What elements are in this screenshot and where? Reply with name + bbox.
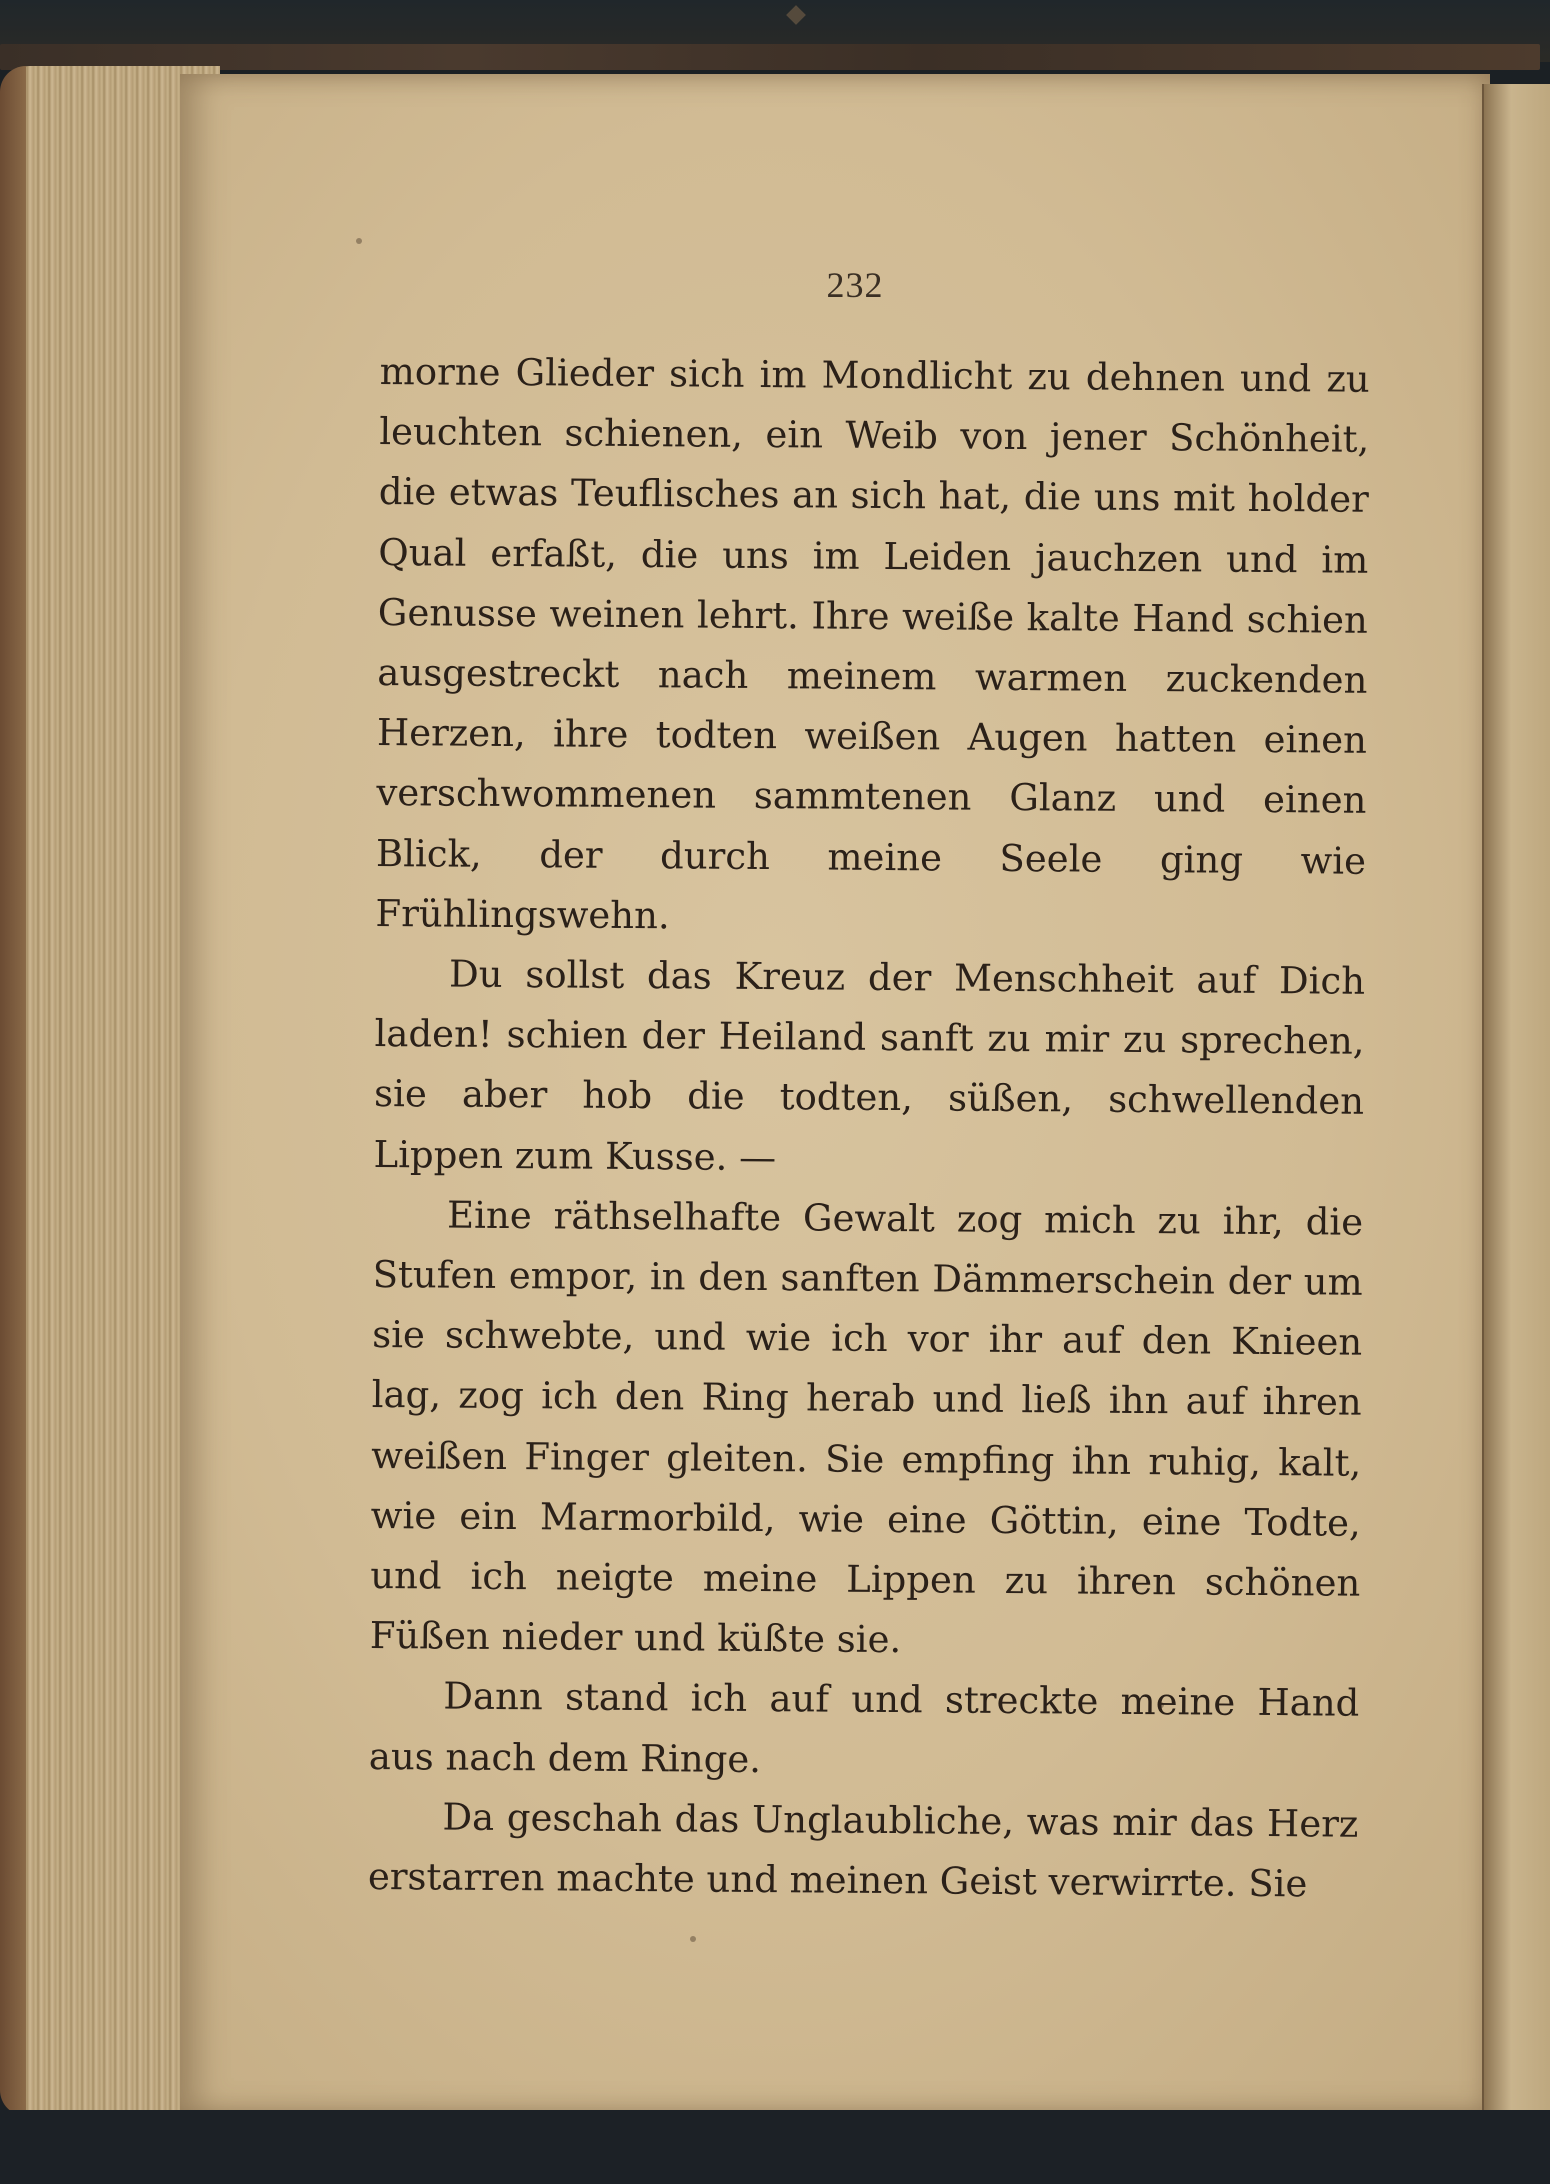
paragraph: Da geschah das Unglaubliche, was mir das Herz erstarren machte und meinen Geist verwirrte. Sie xyxy=(367,1795,1359,1906)
paragraph: Eine räthselhafte Gewalt zog mich zu ihr, die Stufen empor, in den sanften Dämmerschein der um sie schwebte, und wie ich vor ihr auf den Knieen lag, zog ich den Ring herab und ließ ihn auf ihren weißen Finger gleiten. Sie empfing ihn ruhig, kalt, wie ein Marmorbild, wie eine Göttin, eine Todte, und ich neigte meine Lippen zu ihren schönen Füßen nieder und küßte sie. xyxy=(369,1193,1364,1662)
body-text xyxy=(368,342,1370,1915)
book-cover-bottom xyxy=(0,2110,1550,2184)
paper-speck xyxy=(356,238,362,244)
book-spine-edge xyxy=(0,44,1540,70)
paper-speck xyxy=(690,1936,696,1942)
paragraph: Dann stand ich auf und streckte meine Hand aus nach dem Ringe. xyxy=(368,1675,1360,1781)
paragraph: morne Glieder sich im Mondlicht zu dehnen und zu leuchten schienen, ein Weib von jener Schönheit, die etwas Teuflisches an sich hat, die uns mit holder Qual erfaßt, die uns im Leiden jauchzen und im Genusse weinen lehrt. Ihre weiße kalte Hand schien ausgestreckt nach meinem warmen zuckenden Herzen, ihre todten weißen Augen hatten einen verschwommenen sammtenen Glanz und einen Blick, der durch meine Seele ging wie Frühlingswehn. xyxy=(375,349,1370,938)
page-number: 232 xyxy=(826,265,884,305)
paragraph: Du sollst das Kreuz der Menschheit auf Dich laden! schien der Heiland sanft zu mir zu sprechen, sie aber hob die todten, süßen, schwellenden Lippen zum Kusse. — xyxy=(373,952,1366,1179)
facing-page-gutter xyxy=(1482,84,1550,2114)
